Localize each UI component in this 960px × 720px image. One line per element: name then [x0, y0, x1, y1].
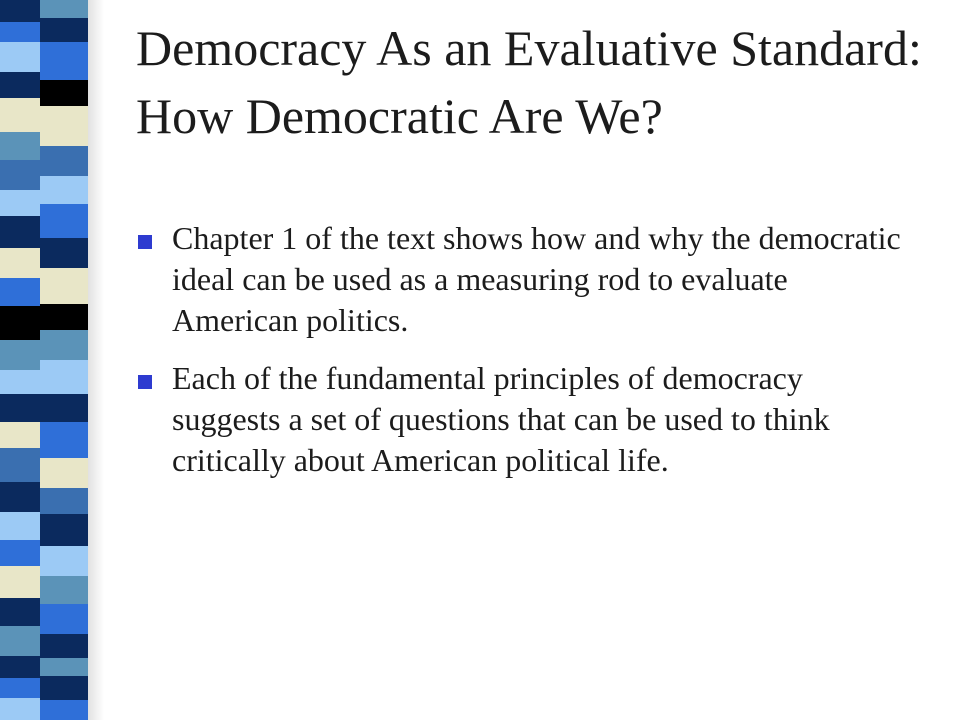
stripe-cell — [0, 626, 40, 656]
decorative-stripe-bar — [0, 0, 104, 720]
stripe-cell — [40, 422, 88, 458]
bullet-text: Each of the fundamental principles of democracy suggests a set of questions that can be used to think critically about American political life. — [172, 360, 830, 478]
stripe-cell — [40, 330, 88, 360]
stripe-cell — [40, 514, 88, 546]
stripe-cell — [0, 512, 40, 540]
stripe-cell — [40, 458, 88, 488]
stripe-cell — [0, 422, 40, 448]
stripe-cell — [40, 268, 88, 304]
stripe-cell — [0, 566, 40, 598]
bullet-item — [132, 218, 912, 341]
stripe-cell — [0, 22, 40, 42]
stripe-cell — [40, 106, 88, 146]
stripe-cell — [0, 540, 40, 566]
stripe-column-right — [40, 0, 88, 720]
stripe-cell — [40, 700, 88, 720]
stripe-cell — [0, 216, 40, 248]
stripe-cell — [40, 488, 88, 514]
stripe-cell — [40, 634, 88, 658]
stripe-cell — [40, 238, 88, 268]
stripe-cell — [40, 18, 88, 42]
stripe-cell — [0, 278, 40, 306]
stripe-cell — [40, 546, 88, 576]
stripe-cell — [40, 676, 88, 700]
square-bullet-icon — [138, 235, 152, 249]
stripe-cell — [40, 360, 88, 394]
stripe-cell — [40, 604, 88, 634]
stripe-cell — [0, 98, 40, 132]
stripe-cell — [0, 482, 40, 512]
stripe-cell — [0, 306, 40, 340]
stripe-cell — [40, 80, 88, 106]
stripe-cell — [0, 678, 40, 698]
stripe-cell — [0, 656, 40, 678]
stripe-cell — [40, 146, 88, 176]
stripe-cell — [0, 394, 40, 422]
stripe-cell — [0, 598, 40, 626]
stripe-cell — [0, 340, 40, 370]
stripe-cell — [0, 0, 40, 22]
slide-title: Democracy As an Evaluative Standard: How Democratic Are We? — [136, 20, 922, 144]
stripe-cell — [0, 42, 40, 72]
stripe-column-left — [0, 0, 40, 720]
stripe-cell — [0, 132, 40, 160]
stripe-cell — [40, 42, 88, 80]
stripe-cell — [0, 190, 40, 216]
stripe-cell — [0, 160, 40, 190]
stripe-cell — [0, 72, 40, 98]
stripe-cell — [40, 394, 88, 422]
stripe-cell — [0, 698, 40, 720]
bullet-text: Chapter 1 of the text shows how and why the democratic ideal can be used as a measuring rod to evaluate American politics. — [172, 220, 901, 338]
stripe-cell — [40, 176, 88, 204]
stripe-cell — [40, 0, 88, 18]
bullet-list — [132, 218, 912, 498]
bullet-item — [132, 358, 912, 481]
stripe-cell — [0, 370, 40, 394]
stripe-cell — [40, 658, 88, 676]
stripe-cell — [40, 304, 88, 330]
stripe-cell — [40, 204, 88, 238]
stripe-cell — [0, 248, 40, 278]
square-bullet-icon — [138, 375, 152, 389]
stripe-cell — [0, 448, 40, 482]
stripe-cell — [40, 576, 88, 604]
stripe-shadow — [88, 0, 104, 720]
